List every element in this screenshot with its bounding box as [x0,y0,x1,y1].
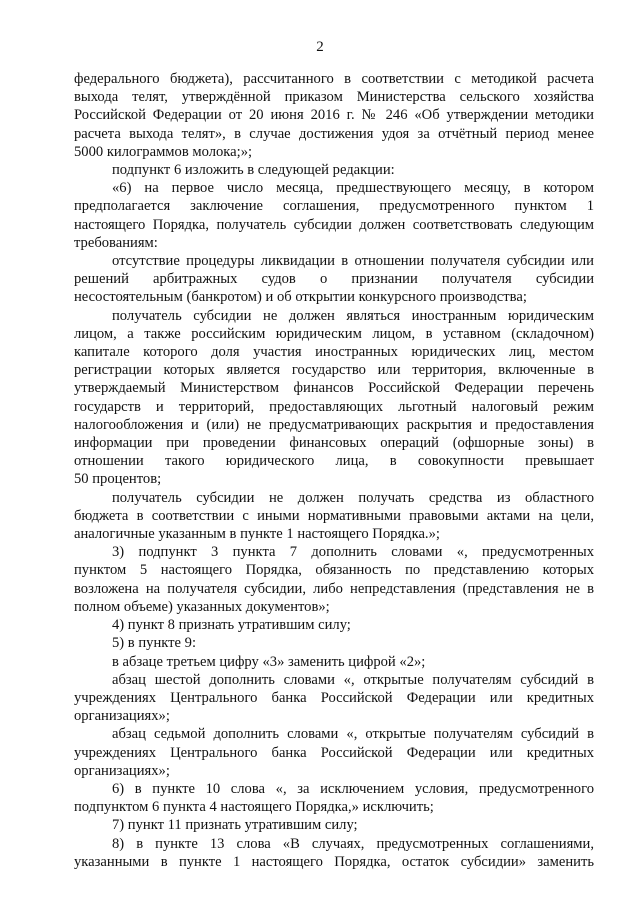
text-line: 7) пункт 11 признать утратившим силу; [112,817,358,834]
text-line: абзац седьмой дополнить словами «, открытые получателям субсидий в [112,726,594,743]
text-line: 8) в пункте 13 слова «В случаях, предусмотренных соглашениями, [112,835,594,852]
text-line: организациях»; [74,762,170,779]
text-line: государств и территорий, предоставляющих льготный налоговый режим [74,398,594,415]
text-line: бюджета в соответствии с иными нормативными правовыми актами на цели, [74,507,594,524]
text-line: учреждениях Центрального банка Российской Федерации или кредитных [74,744,594,761]
text-line: информации при проведении финансовых операций (офшорные зоны) в [74,435,594,452]
text-line: получатель субсидии не должен получать средства из областного [112,489,594,506]
text-line: получатель субсидии не должен являться иностранным юридическим [112,307,594,324]
text-line: 50 процентов; [74,471,162,488]
text-line: 6) в пункте 10 слова «, за исключением условия, предусмотренного [112,780,594,797]
text-line: отношении такого юридического лица, в совокупности превышает [74,453,594,470]
text-line: несостоятельным (банкротом) и об открытии конкурсного производства; [74,289,527,306]
page-number: 2 [316,39,324,55]
text-line: организациях»; [74,708,170,725]
text-line: пунктом 5 настоящего Порядка, обязанность по представлению которых [74,562,594,579]
text-line: подпункт 6 изложить в следующей редакции: [112,162,395,179]
text-line: налогообложения и (или) не предусматривающих раскрытия и предоставления [74,416,594,433]
text-line: федерального бюджета), рассчитанного в соответствии с методикой расчета [74,71,594,87]
text-line: капитале которого доля участия иностранных юридических лиц, местом [74,344,594,361]
text-line: в абзаце третьем цифру «3» заменить цифрой «2»; [112,653,426,670]
text-line: учреждениях Центрального банка Российской Федерации или кредитных [74,689,594,706]
text-line: 3) подпункт 3 пункта 7 дополнить словами «, предусмотренных [112,544,594,561]
text-line: требованиям: [74,234,158,251]
text-line: настоящего Порядка, получатель субсидии должен соответствовать следующим [74,216,594,233]
text-line: 5000 килограммов молока;»; [74,143,253,160]
text-line: утверждаемый Министерством финансов Российской Федерации перечень [74,380,594,397]
text-line: указанными в пункте 1 настоящего Порядка, остаток субсидии» заменить [74,853,594,870]
text-line: расчета выхода телят», в случае достижения удоя за отчётный период менее [74,125,594,142]
text-line: лицом, а также российским юридическим лицом, в уставном (складочном) [74,325,594,342]
text-line: 5) в пункте 9: [112,635,197,652]
text-line: абзац шестой дополнить словами «, открытые получателям субсидий в [112,671,594,688]
text-line: отсутствие процедуры ликвидации в отношении получателя субсидии или [112,253,594,270]
text-line: аналогичные указанным в пункте 1 настоящего Порядка.»; [74,526,440,543]
text-line: 4) пункт 8 признать утратившим силу; [112,617,351,634]
text-line: возложена на получателя субсидии, либо непредставления (представления не в [74,580,594,597]
text-line: регистрации которых является государство или территория, включенные в [74,362,594,379]
text-line: подпунктом 6 пункта 4 настоящего Порядка,» исключить; [74,799,434,816]
text-line: решений арбитражных судов о признании получателя субсидии [74,271,594,288]
text-line: предполагается заключение соглашения, предусмотренного пунктом 1 [74,198,594,215]
text-line: полном объеме) указанных документов»; [74,598,330,615]
text-line: Российской Федерации от 20 июня 2016 г. № 246 «Об утверждении методики [74,107,594,124]
document-body [74,70,594,871]
text-line: «6) на первое число месяца, предшествующего месяцу, в котором [112,180,594,197]
text-line: выхода телят, утверждённой приказом Министерства сельского хозяйства [74,89,594,106]
